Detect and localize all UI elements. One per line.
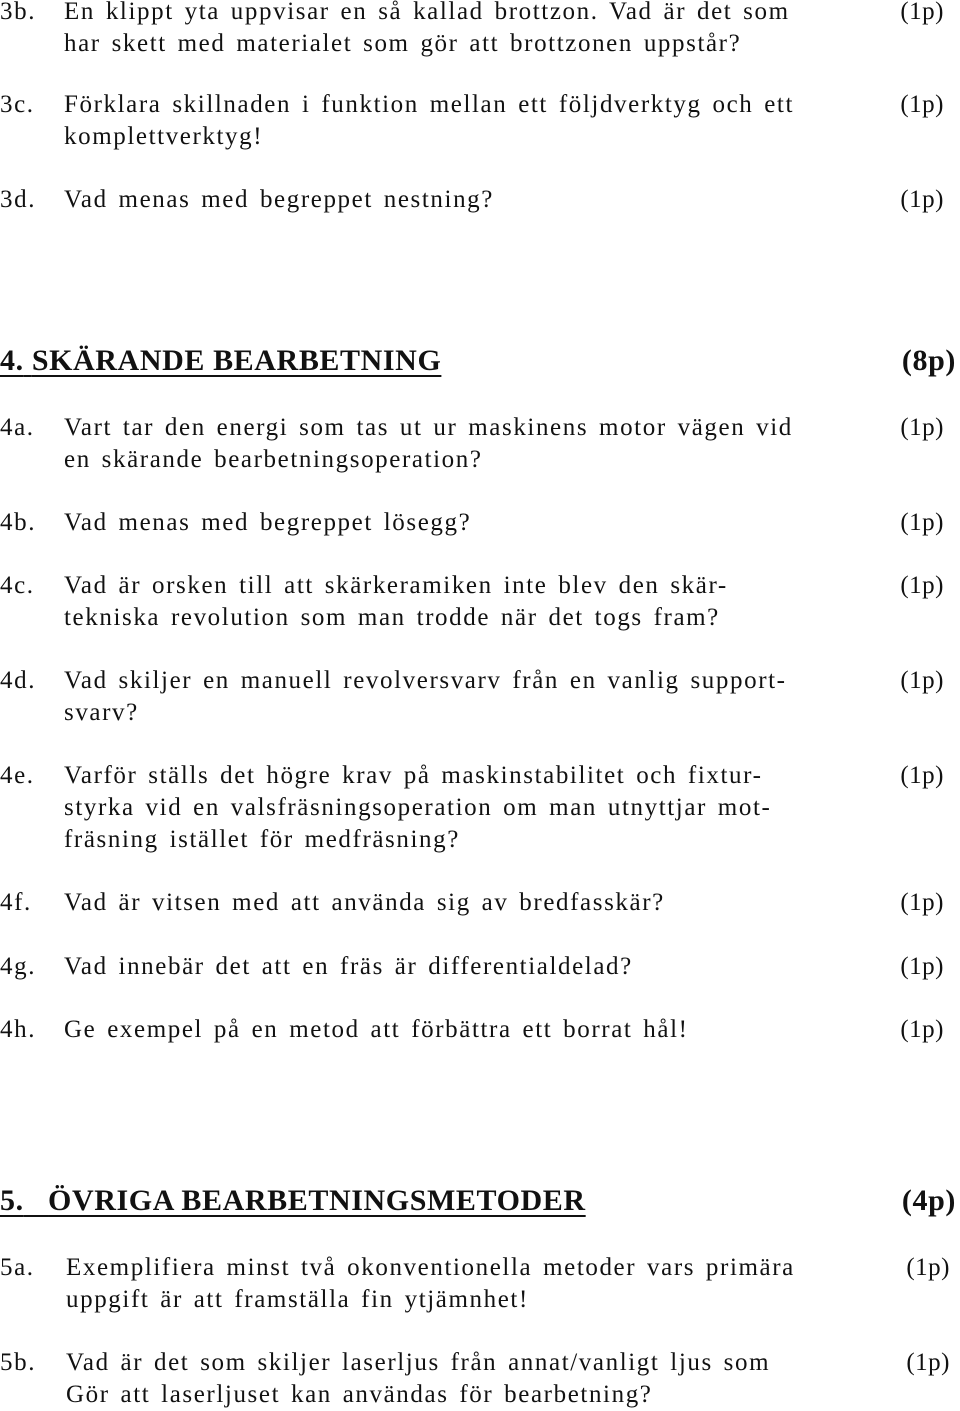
question-number: 4h. — [0, 1016, 37, 1043]
question-text — [64, 0, 864, 60]
question-text — [64, 951, 864, 983]
question-text — [64, 760, 864, 856]
question-points: (1p) — [900, 762, 944, 789]
question-text — [64, 887, 864, 919]
question-line: Vad är det som skiljer laserljus från annat/vanligt ljus som — [66, 1349, 771, 1376]
question-line: Förklara skillnaden i funktion mellan ett följdverktyg och ett — [64, 91, 794, 118]
section-points: (4p) — [901, 1184, 956, 1217]
question-line: uppgift är att framställa fin ytjämnhet! — [66, 1286, 529, 1313]
question-number: 4c. — [0, 572, 35, 599]
section-title — [0, 343, 441, 379]
question-line: Vad innebär det att en fräs är differentialdelad? — [64, 953, 633, 980]
question-line: Vad skiljer en manuell revolversvarv från en vanlig support- — [64, 667, 787, 694]
question-number: 5a. — [0, 1254, 35, 1281]
question-number: 4f. — [0, 889, 32, 916]
question-points: (1p) — [900, 889, 944, 916]
section-title — [0, 1183, 586, 1219]
question-line: Vad menas med begreppet nestning? — [64, 186, 494, 213]
section-points: (8p) — [901, 344, 956, 377]
question-text — [64, 507, 864, 539]
question-text — [64, 665, 864, 729]
question-line: Vad är orsken till att skärkeramiken inte blev den skär- — [64, 572, 728, 599]
question-points: (1p) — [906, 1254, 950, 1281]
question-line: komplettverktyg! — [64, 123, 264, 150]
section-name: SKÄRANDE BEARBETNING — [31, 344, 442, 377]
question-number: 4d. — [0, 667, 37, 694]
section-name: ÖVRIGA BEARBETNINGSMETODER — [48, 1184, 586, 1217]
question-line: Vart tar den energi som tas ut ur maskinens motor vägen vid — [64, 414, 793, 441]
question-line: fräsning istället för medfräsning? — [64, 826, 460, 853]
question-line: Vad menas med begreppet lösegg? — [64, 509, 472, 536]
question-text — [64, 570, 864, 634]
question-text — [64, 1014, 864, 1046]
question-number: 5b. — [0, 1349, 37, 1376]
question-line: svarv? — [64, 699, 139, 726]
question-line: styrka vid en valsfräsningsoperation om man utnyttjar mot- — [64, 794, 772, 821]
question-line: En klippt yta uppvisar en så kallad brottzon. Vad är det som — [64, 0, 790, 25]
question-number: 4g. — [0, 953, 37, 980]
question-text — [66, 1347, 866, 1411]
question-points: (1p) — [900, 414, 944, 441]
section-number: 5. — [0, 1184, 24, 1217]
question-text — [64, 184, 864, 216]
question-number: 3b. — [0, 0, 37, 25]
question-line: har skett med materialet som gör att brottzonen uppstår? — [64, 30, 742, 57]
question-number: 4b. — [0, 509, 37, 536]
question-line: Gör att laserljuset kan användas för bearbetning? — [66, 1381, 653, 1408]
question-line: Vad är vitsen med att använda sig av bredfasskär? — [64, 889, 665, 916]
question-points: (1p) — [900, 186, 944, 213]
question-line: Varför ställs det högre krav på maskinstabilitet och fixtur- — [64, 762, 763, 789]
question-text — [64, 89, 864, 153]
question-points: (1p) — [900, 572, 944, 599]
question-number: 3d. — [0, 186, 37, 213]
question-number: 4a. — [0, 414, 35, 441]
question-line: Exemplifiera minst två okonventionella metoder vars primära — [66, 1254, 795, 1281]
question-number: 3c. — [0, 91, 35, 118]
question-points: (1p) — [900, 509, 944, 536]
question-line: tekniska revolution som man trodde när det togs fram? — [64, 604, 720, 631]
section-number: 4. — [0, 344, 24, 377]
question-text — [64, 412, 864, 476]
question-points: (1p) — [900, 0, 944, 25]
question-points: (1p) — [900, 1016, 944, 1043]
question-line: en skärande bearbetningsoperation? — [64, 446, 483, 473]
question-text — [66, 1252, 866, 1316]
question-points: (1p) — [906, 1349, 950, 1376]
question-points: (1p) — [900, 667, 944, 694]
question-number: 4e. — [0, 762, 35, 789]
question-points: (1p) — [900, 953, 944, 980]
question-points: (1p) — [900, 91, 944, 118]
question-line: Ge exempel på en metod att förbättra ett borrat hål! — [64, 1016, 689, 1043]
